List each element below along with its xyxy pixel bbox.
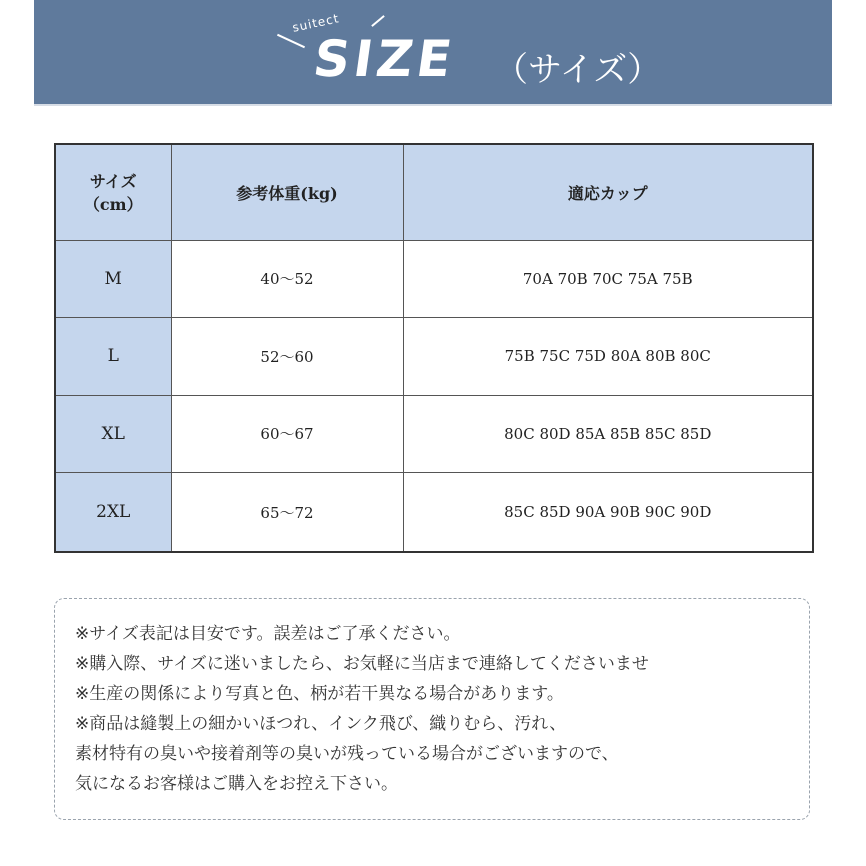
table-row — [55, 473, 813, 552]
decorative-line — [277, 34, 305, 48]
size-cell: L — [55, 318, 171, 396]
table-row — [55, 240, 813, 318]
header-cups: 適応カップ — [403, 144, 813, 240]
brand-name: suitect — [291, 11, 341, 35]
cups-cell: 85C 85D 90A 90B 90C 90D — [403, 473, 813, 552]
cups-cell: 70A 70B 70C 75A 75B — [403, 240, 813, 318]
note-line: ※サイズ表記は目安です。誤差はご了承ください。 — [75, 624, 461, 644]
cups-cell: 75B 75C 75D 80A 80B 80C — [403, 318, 813, 396]
weight-cell: 40～52 — [171, 240, 403, 318]
weight-cell: 65～72 — [171, 473, 403, 552]
size-table — [54, 143, 814, 553]
banner-subtitle: （サイズ） — [494, 50, 662, 90]
header-weight: 参考体重(kg) — [171, 144, 403, 240]
table-row — [55, 395, 813, 473]
header-size: サイズ （cm） — [55, 144, 171, 240]
decorative-line — [371, 15, 385, 27]
table-row — [55, 318, 813, 396]
note-line: 気になるお客様はご購入をお控え下さい。 — [75, 774, 398, 794]
table-header-row — [55, 144, 813, 240]
weight-cell: 52～60 — [171, 318, 403, 396]
size-cell: 2XL — [55, 473, 171, 552]
note-line: ※生産の関係により写真と色、柄が若干異なる場合があります。 — [75, 684, 564, 704]
size-cell: M — [55, 240, 171, 318]
cups-cell: 80C 80D 85A 85B 85C 85D — [403, 395, 813, 473]
note-line: ※商品は縫製上の細かいほつれ、インク飛び、織りむら、汚れ、 — [75, 714, 567, 734]
weight-cell: 60～67 — [171, 395, 403, 473]
note-line: ※購入際、サイズに迷いましたら、お気軽に当店まで連絡してくださいませ — [75, 654, 649, 674]
note-line: 素材特有の臭いや接着剤等の臭いが残っている場合がございますので、 — [75, 744, 619, 764]
banner-title: SIZE — [309, 30, 460, 88]
title-banner — [34, 0, 832, 104]
size-cell: XL — [55, 395, 171, 473]
notes-box — [54, 598, 810, 820]
